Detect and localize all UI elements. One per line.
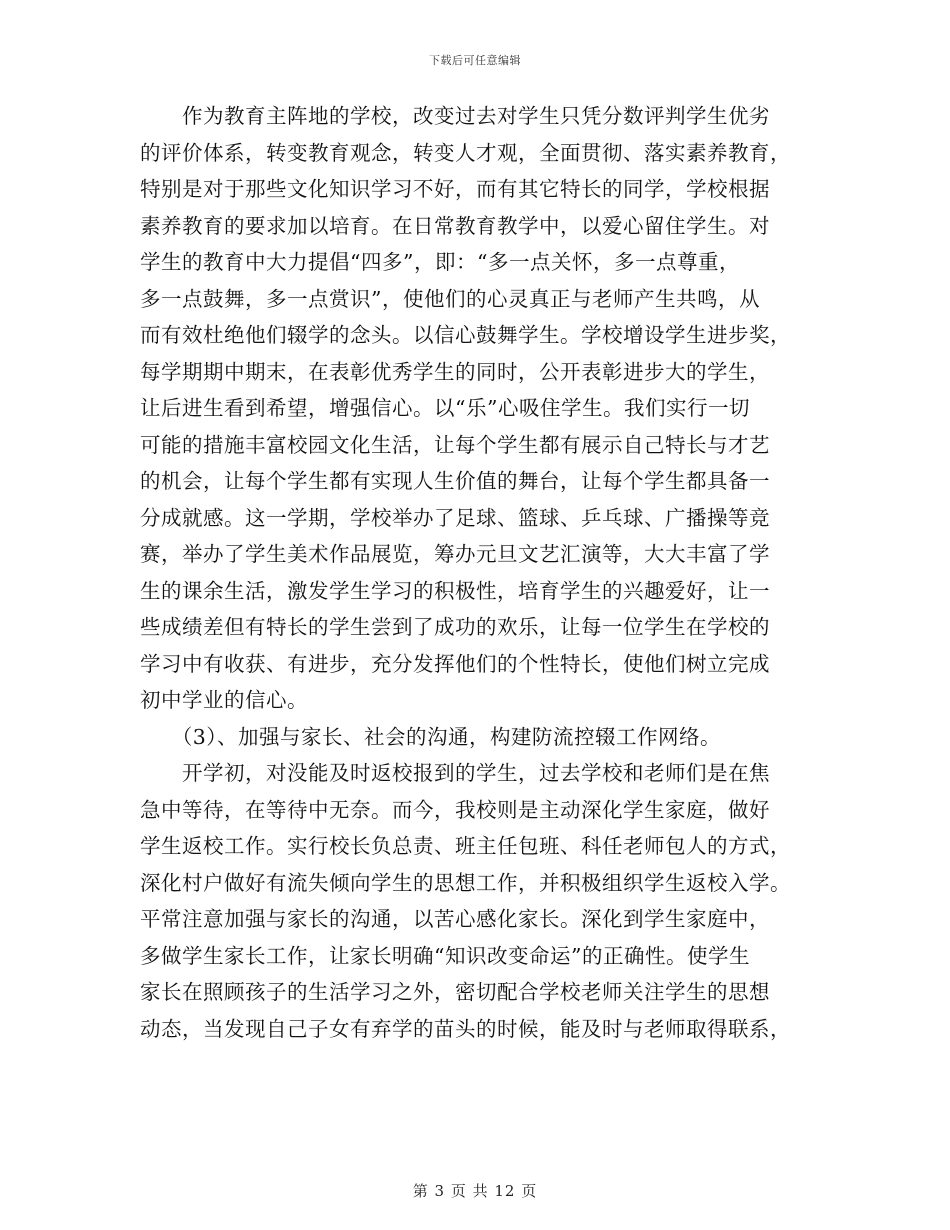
text-line: 每学期期中期末，在表彰优秀学生的同时，公开表彰进步大的学生，: [140, 359, 770, 384]
page-footer: 第 3 页 共 12 页: [412, 1182, 538, 1200]
text-line: 平常注意加强与家长的沟通，以苦心感化家长。深化到学生家庭中，: [140, 907, 770, 931]
text-line: 学生的教育中大力提倡“四多”，即：“多一点关怀，多一点尊重，: [140, 250, 740, 274]
text-line: 赛，举办了学生美术作品展览，筹办元旦文艺汇演等，大大丰富了学: [140, 542, 770, 566]
text-line: 作为教育主阵地的学校，改变过去对学生只凭分数评判学生优劣: [140, 104, 770, 128]
text-line: 分成就感。这一学期，学校举办了足球、篮球、乒乓球、广播操等竞: [140, 505, 770, 530]
text-line: 多一点鼓舞，多一点赏识”，使他们的心灵真正与老师产生共鸣，从: [140, 286, 760, 311]
text-line: 素养教育的要求加以培育。在日常教育教学中，以爱心留住学生。对: [140, 213, 770, 238]
text-line: 急中等待，在等待中无奈。而今，我校则是主动深化学生家庭，做好: [140, 797, 770, 822]
text-line: 而有效杜绝他们辍学的念头。以信心鼓舞学生。学校增设学生进步奖，: [140, 323, 791, 347]
text-line: 开学初，对没能及时返校报到的学生，过去学校和老师们是在焦: [140, 761, 770, 785]
text-line: 学习中有收获、有进步，充分发挥他们的个性特长，使他们树立完成: [140, 651, 770, 676]
text-line: 些成绩差但有特长的学生尝到了成功的欢乐，让每一位学生在学校的: [140, 615, 770, 639]
text-line: 初中学业的信心。: [140, 688, 308, 712]
text-line: 可能的措施丰富校园文化生活，让每个学生都有展示自己特长与才艺: [140, 432, 770, 457]
text-line: 学生返校工作。实行校长负总责、班主任包班、科任老师包人的方式，: [140, 834, 791, 858]
body-text: [140, 98, 840, 1047]
text-line: 的评价体系，转变教育观念，转变人才观，全面贯彻、落实素养教育，: [140, 140, 791, 165]
text-line: 的机会，让每个学生都有实现人生价值的舞台，让每个学生都具备一: [140, 469, 770, 493]
text-line: 特别是对于那些文化知识学习不好，而有其它特长的同学，学校根据: [140, 177, 770, 201]
text-line: 动态，当发现自己子女有弃学的苗头的时候，能及时与老师取得联系，: [140, 1016, 791, 1041]
text-line: 家长在照顾孩子的生活学习之外，密切配合学校老师关注学生的思想: [140, 980, 770, 1004]
text-line: 生的课余生活，激发学生学习的积极性，培育学生的兴趣爱好，让一: [140, 578, 770, 603]
text-line: 多做学生家长工作，让家长明确“知识改变命运”的正确性。使学生: [140, 943, 750, 968]
text-line: （3）、加强与家长、社会的沟通，构建防流控辍工作网络。: [140, 724, 722, 749]
page-header: 下载后可任意编辑: [429, 54, 521, 67]
text-line: 让后进生看到希望，增强信心。以“乐”心吸住学生。我们实行一切: [140, 396, 750, 420]
text-line: 深化村户做好有流失倾向学生的思想工作，并积极组织学生返校入学。: [140, 870, 791, 895]
